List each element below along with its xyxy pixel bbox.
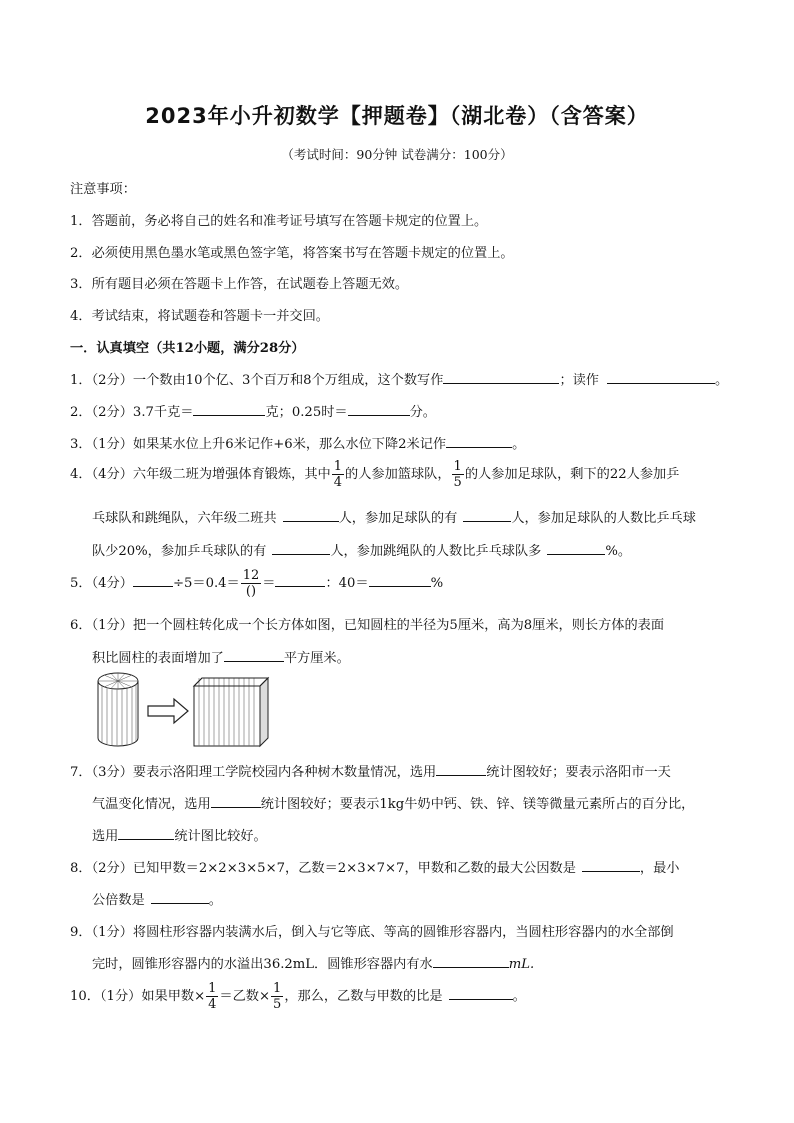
q8-text: ，最小	[639, 861, 680, 876]
q4-text: %。	[605, 544, 632, 559]
q5-text: %	[430, 576, 444, 591]
answer-blank[interactable]	[547, 542, 605, 555]
fraction-denominator: 4	[333, 475, 343, 490]
q10-text: 10．（1分）如果甲数×	[70, 989, 206, 1004]
q2-text: 克；0.25时＝	[265, 405, 348, 420]
answer-blank[interactable]	[446, 435, 512, 448]
q4-text: 乓球队和跳绳队，六年级二班共	[92, 511, 277, 526]
fraction-denominator: 5	[273, 997, 282, 1012]
q2-text: 2．（2分）3.7千克＝	[70, 405, 194, 420]
question-4-line-2	[92, 507, 696, 526]
q5-text: ＝	[262, 576, 276, 591]
answer-blank[interactable]	[275, 574, 325, 587]
question-6: 6．（1分）把一个圆柱转化成一个长方体如图，已知圆柱的半径为5厘米，高为8厘米，则长方体的表面	[70, 618, 665, 633]
notes-heading: 注意事项：	[70, 182, 136, 197]
q10-text: 。	[512, 989, 526, 1004]
page-title: 2023年小升初数学【押题卷】（湖北卷）（含答案）	[145, 104, 649, 128]
q7-text: 统计图较好；要表示洛阳市一天	[486, 765, 671, 780]
q2-text: 分。	[409, 405, 436, 420]
answer-blank[interactable]	[607, 371, 715, 384]
question-10	[70, 981, 526, 1012]
cylinder-drawing	[98, 673, 138, 746]
question-3	[70, 433, 525, 452]
question-9-line-2	[92, 953, 534, 972]
question-9: 9．（1分）将圆柱形容器内装满水后，倒入与它等底、等高的圆锥形容器内，当圆柱形容器内的水全部倒	[70, 925, 674, 940]
answer-blank[interactable]	[151, 891, 209, 904]
q6-text: 平方厘米。	[283, 651, 350, 666]
q7-text: 7．（3分）要表示洛阳理工学院校园内各种树木数量情况，选用	[70, 765, 437, 780]
q7-text: 气温变化情况，选用	[92, 797, 211, 812]
q4-text: 4．（4分）六年级二班为增强体育锻炼，其中	[70, 467, 331, 482]
question-5	[70, 568, 443, 599]
arrow-icon	[148, 699, 188, 723]
answer-blank[interactable]	[369, 574, 431, 587]
fraction-numerator: 1	[453, 459, 462, 474]
q1-text: 1．（2分）一个数由10个亿、3个百万和8个万组成，这个数写作	[70, 373, 444, 388]
q10-text: ＝乙数×	[219, 989, 271, 1004]
answer-blank[interactable]	[443, 371, 559, 384]
q10-text: ，那么，乙数与甲数的比是	[284, 989, 443, 1004]
q4-text: 队少20%，参加乒乓球队的有	[92, 544, 267, 559]
answer-blank[interactable]	[463, 509, 511, 522]
q1-text: ；读作	[559, 373, 599, 388]
q7-text: 选用	[92, 829, 119, 844]
question-7	[70, 761, 671, 780]
q3-text: 3．（1分）如果某水位上升6米记作+6米，那么水位下降2米记作	[70, 437, 447, 452]
q5-text: ：40＝	[325, 576, 369, 591]
q1-text: 。	[715, 373, 729, 388]
q8-text: 。	[208, 893, 222, 908]
question-1	[70, 369, 728, 388]
fraction-numerator: 1	[208, 981, 217, 996]
fraction	[271, 981, 283, 1012]
answer-blank[interactable]	[272, 542, 330, 555]
answer-blank[interactable]	[449, 987, 513, 1000]
q6-text: 积比圆柱的表面增加了	[92, 651, 224, 666]
fraction-numerator: 1	[333, 459, 343, 474]
exam-info: （考试时间：90分钟 试卷满分：100分）	[281, 147, 513, 162]
fraction-denominator: 4	[208, 997, 217, 1012]
answer-blank[interactable]	[224, 649, 284, 662]
note-item: 4．考试结束，将试题卷和答题卡一并交回。	[70, 309, 329, 324]
answer-blank[interactable]	[436, 763, 486, 776]
q8-text: 8．（2分）已知甲数＝2×2×3×5×7，乙数＝2×3×7×7，甲数和乙数的最大公因数是	[70, 861, 576, 876]
fraction-denominator: 5	[453, 475, 462, 490]
fraction-numerator: 12	[242, 568, 260, 583]
fraction-denominator: ()	[245, 584, 257, 599]
answer-blank[interactable]	[211, 795, 261, 808]
note-item: 2．必须使用黑色墨水笔或黑色签字笔，将答案书写在答题卡规定的位置上。	[70, 246, 514, 261]
q4-text: 人，参加足球队的有	[338, 511, 458, 526]
q4-text: 人，参加跳绳队的人数比乒乓球队多	[330, 544, 542, 559]
q4-text: 人，参加足球队的人数比乒乓球	[511, 511, 696, 526]
fraction	[332, 459, 344, 490]
question-7-line-2	[92, 793, 694, 812]
question-4-line-3	[92, 540, 631, 559]
cuboid-drawing	[194, 678, 268, 746]
question-4	[70, 459, 679, 490]
fraction	[241, 568, 262, 599]
q4-text: 的人参加足球队，剩下的22人参加乒	[464, 467, 680, 482]
answer-blank[interactable]	[283, 509, 339, 522]
q8-text: 公倍数是	[92, 893, 145, 908]
answer-blank[interactable]	[433, 955, 509, 968]
note-item: 3．所有题目必须在答题卡上作答，在试题卷上答题无效。	[70, 277, 409, 292]
q7-text: 统计图较好；要表示1kg牛奶中钙、铁、锌、镁等微量元素所占的百分比，	[260, 797, 695, 812]
question-8	[70, 857, 679, 876]
question-8-line-2	[92, 889, 222, 908]
question-2	[70, 401, 436, 420]
q7-text: 统计图比较好。	[174, 829, 267, 844]
fraction	[452, 459, 464, 490]
fraction-numerator: 1	[273, 981, 282, 996]
note-item: 1．答题前，务必将自己的姓名和准考证号填写在答题卡规定的位置上。	[70, 214, 488, 229]
q3-text: 。	[512, 437, 526, 452]
answer-blank[interactable]	[193, 403, 265, 416]
q4-text: 的人参加篮球队，	[345, 467, 451, 482]
question-6-line-2	[92, 647, 350, 666]
q5-text: ÷5＝0.4＝	[172, 576, 240, 591]
section-heading: 一．认真填空（共12小题，满分28分）	[70, 341, 305, 356]
answer-blank[interactable]	[582, 859, 640, 872]
q9-text: 完时，圆锥形容器内的水溢出36.2mL．圆锥形容器内有水	[92, 957, 433, 972]
answer-blank[interactable]	[118, 827, 174, 840]
cylinder-to-cuboid-figure	[96, 672, 276, 752]
question-7-line-3	[92, 825, 267, 844]
q5-text: 5．（4分）	[70, 576, 133, 591]
fraction	[206, 981, 218, 1012]
q9-text: mL.	[508, 957, 535, 972]
answer-blank[interactable]	[348, 403, 410, 416]
answer-blank[interactable]	[133, 574, 173, 587]
